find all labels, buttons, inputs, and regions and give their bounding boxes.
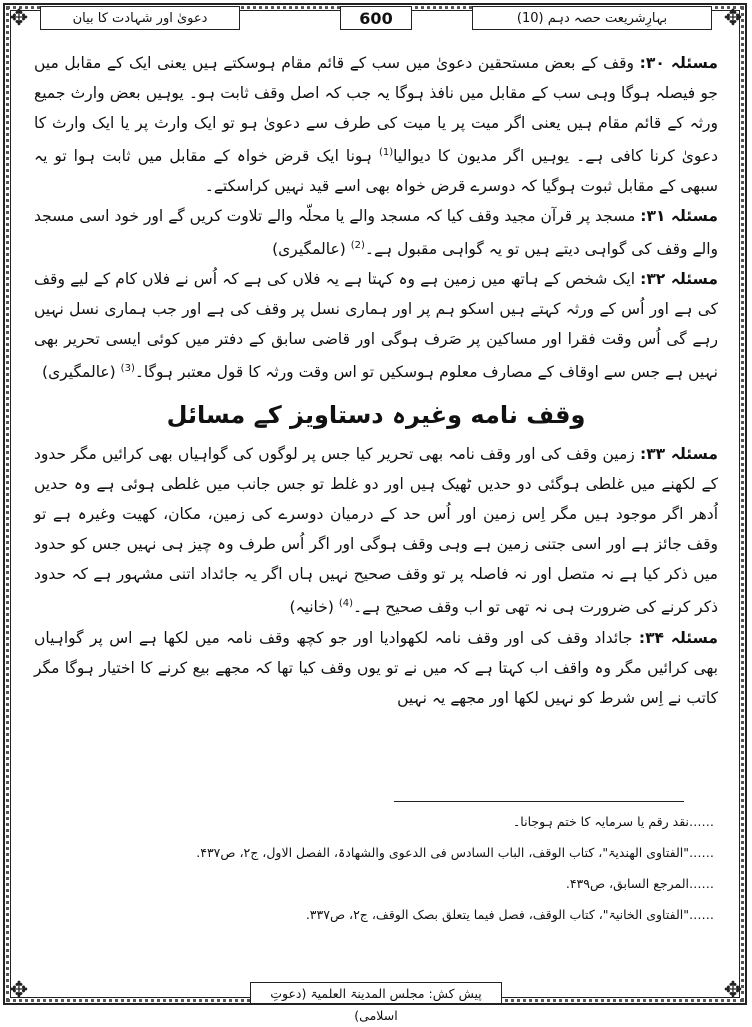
footnote-2: ……"الفتاوی الھندیۃ"، کتاب الوقف، الباب السادس فی الدعوی والشھادۃ، الفصل الاول، ج۲، ص۴۳۷. — [196, 845, 714, 860]
masala-text: مسجد پر قرآن مجید وقف کیا کہ مسجد والے یا محلّہ والے تلاوت کریں گے اور خود اسی مسجد والے وقف کی گواہی دیتے ہیں تو یہ گواہی مقبول ہے۔ — [34, 207, 718, 259]
footnote-ref: (4) — [338, 598, 354, 610]
masala-text-cont: (عالمگیری) — [272, 240, 351, 259]
masala-text: وقف کے بعض مستحقین دعویٰ میں سب کے قائم مقام ہوسکتے ہیں یعنی ایک کے مقابل میں جو فیصلہ ہوگا وہی سب کے مقابل میں نافذ ہوگا یہ جب کہ اصل وقف ثابت ہو۔ یوہیں بعض وارث جمیع ورثہ کے قائم مقام ہیں یعنی اگر میت پر یا میت کی طرف سے دعویٰ ہو تو ایک وارث پر یا ایک وارث کا دعویٰ کرنا کافی ہے۔ یوہیں اگر مدیون کا دیوالیا — [34, 54, 718, 166]
book-title: بہارِشریعت حصہ دہم (10) — [472, 6, 712, 30]
footnotes — [34, 812, 718, 936]
footnote-ref: (2) — [350, 240, 365, 252]
masala-label: مسئلہ ۳۴: — [638, 628, 718, 647]
masala-label: مسئلہ ۳۳: — [640, 445, 718, 464]
footnote-ref: (1) — [378, 147, 394, 158]
main-text — [34, 48, 718, 713]
masala-text: ایک شخص کے ہاتھ میں زمین ہے وہ کہتا ہے یہ فلاں کی ہے کہ اُس نے فلاں کام کے لیے وقف کی ہے اور اُس کے ورثہ کہتے ہیں اسکو ہم پر اور ہماری نسل پر وقف کی ہے اور جب ہماری نسل نہیں رہے گی اُس وقت فقرا اور مساکین پر صَرف ہوگی اور قاضی سابق کے دفتر میں کوئی ایسی تحریر بھی نہیں ہے جس سے اوقاف کے مصارف معلوم ہوسکیں تو اس وقت ورثہ کا قول معتبر ہوگا۔ — [34, 270, 718, 382]
footnote-1: ……نقد رقم یا سرمایہ کا ختم ہوجانا۔ — [512, 814, 714, 829]
corner-ornament-icon: ✥ — [723, 978, 743, 1003]
masala-31 — [34, 201, 718, 264]
corner-ornament-icon: ✥ — [9, 6, 29, 31]
masala-text-cont: (خانیہ) — [289, 598, 339, 617]
masala-label: مسئلہ ۳۲: — [640, 270, 718, 289]
masala-32 — [34, 264, 718, 387]
page-number: 600 — [340, 6, 412, 30]
publisher-footer: پیش کش: مجلس المدینۃ العلمیۃ (دعوتِ اسلامی) — [250, 982, 502, 1004]
chapter-title: دعویٰ اور شہادت کا بیان — [40, 6, 240, 30]
footnote-divider — [394, 801, 684, 802]
masala-text: زمین وقف کی اور وقف نامہ بھی تحریر کیا جس پر لوگوں کی گواہیاں بھی کرائیں مگر حدود کے لکھنے میں غلطی ہوگئی دو حدیں ٹھیک ہیں اور دو غلط تو جس جانب میں غلطی ہوئی ہے وہ حدیں اُدھر اگر موجود ہیں مگر اِس زمین اور اُس حد کے درمیان دوسرے کی زمین، مکان، کھیت وغیرہ ہے تو وقف جائز ہے اور اسی جتنی زمین ہے وہی وقف ہوگی اور اگر اُس طرف وہ چیز ہی نہیں جس کو حدود میں ذکر کیا ہے نہ متصل اور نہ فاصلہ پر تو وقف صحیح نہیں ہاں اگر یہ جائداد اتنی مشہور ہے کہ حدود ذکر کرنے کی ضرورت ہی نہ تھی تو اب وقف صحیح ہے۔ — [34, 445, 718, 617]
corner-ornament-icon: ✥ — [723, 6, 743, 31]
masala-text-cont: ہونا ایک قرض خواہ کے مقابل میں ثابت ہوا تو یہ سبھی کے مقابل ثبوت ہوگیا کہ دوسرے قرض خواہ بھی اسے قید نہیں کراسکتے۔ — [34, 147, 718, 196]
corner-ornament-icon: ✥ — [9, 978, 29, 1003]
masala-label: مسئلہ ۳۰: — [639, 54, 718, 72]
masala-33 — [34, 439, 718, 622]
footnote-ref: (3) — [120, 363, 135, 375]
footnote-4: ……"الفتاوی الخانیۃ"، کتاب الوقف، فصل فیما یتعلق بصک الوقف، ج۲، ص۳۳۷. — [305, 907, 714, 922]
masala-text: جائداد وقف کی اور وقف نامہ لکھوادیا اور جو کچھ وقف نامہ میں لکھا ہے اس پر گواہیاں بھی کرائیں مگر وہ واقف اب کہتا ہے کہ میں نے تو یوں وقف کیا تھا کہ مجھے بیع کرنے کا اختیار ہوگا مگر کاتب نے اِس شرط کو نہیں لکھا اور مجھے یہ نہیں — [34, 628, 718, 707]
page-header — [40, 6, 712, 32]
masala-text-cont: (عالمگیری) — [42, 363, 121, 382]
footnote-3: ……المرجع السابق، ص۴۳۹. — [565, 876, 714, 891]
masala-34 — [34, 623, 718, 713]
masala-30 — [34, 48, 718, 201]
masala-label: مسئلہ ۳۱: — [640, 207, 718, 226]
section-heading: وقف نامه وغیرہ دستاویز کے مسائل — [166, 401, 586, 430]
